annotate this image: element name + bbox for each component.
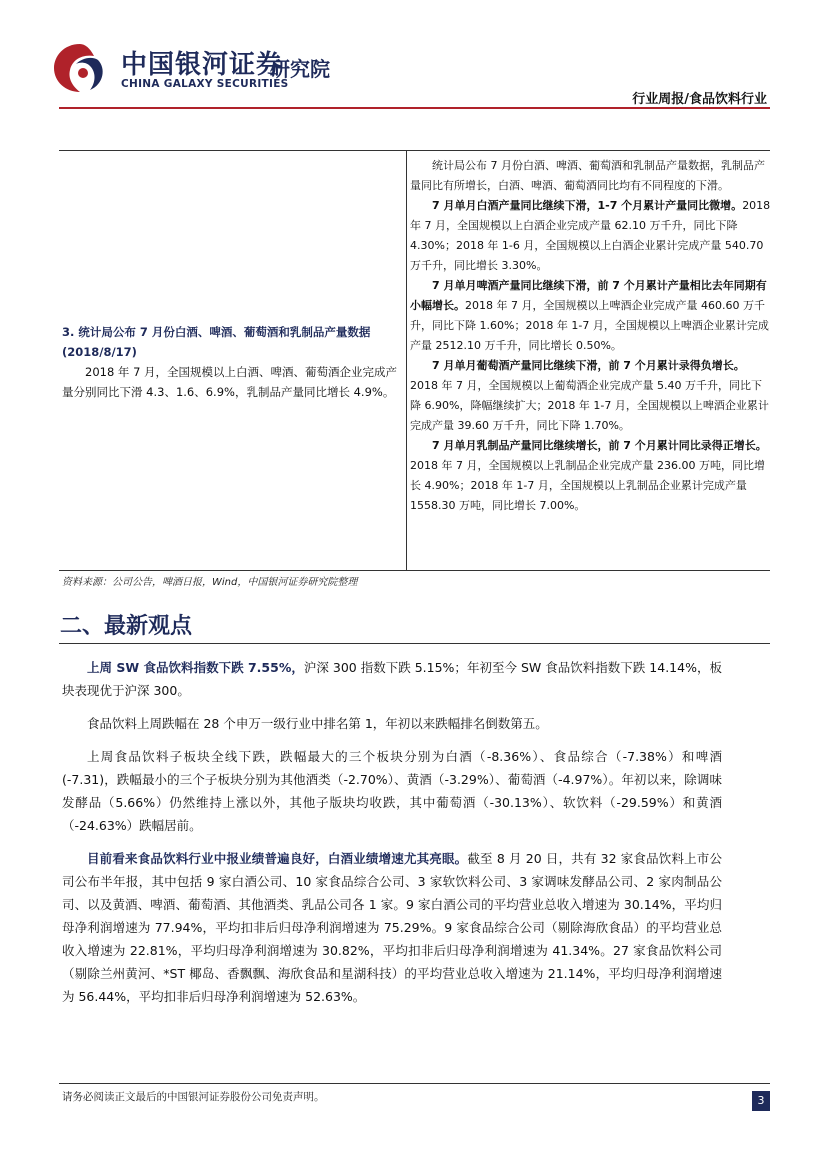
section-title: 二、最新观点 xyxy=(60,614,193,639)
footer-disclaimer: 请务必阅读正文最后的中国银河证券股份公司免责声明。 xyxy=(62,1091,325,1103)
table-right-cell xyxy=(410,156,772,516)
galaxy-logo-icon xyxy=(50,40,110,96)
table-bottom-border xyxy=(59,570,770,571)
paragraph-earnings-text: 截至 8 月 20 日，共有 32 家食品饮料上市公司公布半年报，其中包括 9 家白酒公司、10 家食品综合公司、3 家软饮料公司、3 家调味发酵品公司、2 家肉制品公司、以及黄酒、啤酒、葡萄酒、其他酒类、乳品公司各 1 家。9 家白酒公司的平均营业总收入增速为 30.14%，平均归母净利润增速为 77.94%，平均扣非后归母净利润增速为 75.29%。9 家食品综合公司（剔除海欣食品）的平均营业总收入增速为 22.81%，平均归母净利润增速为 30.82%，平均扣非后归母净利润增速为 41.34%。27 家食品饮料公司（剔除兰州黄河、*ST 椰岛、香飘飘、海欣食品和星湖科技）的平均营业总收入增速为 21.14%，平均归母净利润增速为 56.44%，平均扣非后归母净利润增速为 52.63%。 xyxy=(62,851,722,1004)
paragraph-ranking: 食品饮料上周跌幅在 28 个申万一级行业中排名第 1，年初以来跌幅排名倒数第五。 xyxy=(87,716,548,731)
comment-dairy-text: 2018 年 7 月，全国规模以上乳制品企业完成产量 236.00 万吨，同比增长 4.90%；2018 年 1-7 月，全国规模以上乳制品企业累计完成产量 1558.30 万吨，同比增长 7.00%。 xyxy=(410,459,765,512)
section-rule xyxy=(59,643,770,644)
institute-label: 研究院 xyxy=(270,57,330,81)
report-type: 行业周报/食品饮料行业 xyxy=(632,92,767,107)
comment-beer-text: 2018 年 7 月，全国规模以上啤酒企业完成产量 460.60 万千升，同比下降 1.60%；2018 年 1-7 月，全国规模以上啤酒企业累计完成产量 2512.10 万千升，同比增长 0.50%。 xyxy=(410,299,769,352)
section-body xyxy=(62,656,722,1018)
brand-name-cn: 中国银河证券 xyxy=(121,50,284,80)
comment-beer-bold: 7 月单月啤酒产量同比继续下滑，前 7 个月累计产量相比去年同期有小幅增长。 xyxy=(410,279,767,312)
page-number: 3 xyxy=(752,1091,770,1111)
header-rule xyxy=(59,107,770,109)
table-left-cell xyxy=(62,322,402,402)
event-summary: 2018 年 7 月，全国规模以上白酒、啤酒、葡萄酒企业完成产量分别同比下滑 4.3、1.6、6.9%，乳制品产量同比增长 4.9%。 xyxy=(62,365,398,399)
comment-baijiu xyxy=(410,196,772,276)
paragraph-earnings xyxy=(62,847,722,1008)
comment-dairy-bold: 7 月单月乳制品产量同比继续增长，前 7 个月累计同比录得正增长。 xyxy=(432,439,767,452)
comment-wine xyxy=(410,356,772,436)
source-note: 资料来源：公司公告，啤酒日报，Wind，中国银河证券研究院整理 xyxy=(62,577,358,588)
paragraph-earnings-bold: 目前看来食品饮料行业中报业绩普遍良好，白酒业绩增速尤其亮眼。 xyxy=(87,851,468,866)
event-heading: 3. 统计局公布 7 月份白酒、啤酒、葡萄酒和乳制品产量数据(2018/8/17) xyxy=(62,325,371,359)
comment-baijiu-text: 2018 年 7 月，全国规模以上白酒企业完成产量 62.10 万千升，同比下降 4.30%；2018 年 1-6 月，全国规模以上白酒企业累计完成产量 540.70 万千升，同比增长 3.30%。 xyxy=(410,199,771,272)
comment-wine-bold: 7 月单月葡萄酒产量同比继续下滑，前 7 个月累计录得负增长。 xyxy=(432,359,745,372)
paragraph-subsectors: 上周食品饮料子板块全线下跌，跌幅最大的三个板块分别为白酒（-8.36%）、食品综合（-7.38%）和啤酒(-7.31)，跌幅最小的三个子板块分别为其他酒类（-2.70%）、黄酒（-3.29%）、葡萄酒（-4.97%）。年初以来，除调味发酵品（5.66%）仍然维持上涨以外，其他子版块均收跌，其中葡萄酒（-30.13%）、软饮料（-29.59%）和黄酒（-24.63%）跌幅居前。 xyxy=(62,749,722,833)
comment-dairy xyxy=(410,436,772,516)
table-top-border xyxy=(59,150,770,151)
comment-wine-text: 2018 年 7 月，全国规模以上葡萄酒企业完成产量 5.40 万千升，同比下降 6.90%，降幅继续扩大；2018 年 1-7 月，全国规模以上啤酒企业累计完成产量 39.60 万千升，同比下降 1.70%。 xyxy=(410,379,769,432)
paragraph-index-text: 沪深 300 指数下跌 5.15%；年初至今 SW 食品饮料指数下跌 14.14%，板块表现优于沪深 300。 xyxy=(62,660,722,698)
paragraph-index xyxy=(62,656,722,702)
paragraph-index-bold: 上周 SW 食品饮料指数下跌 7.55%， xyxy=(87,660,304,675)
comment-beer xyxy=(410,276,772,356)
comment-baijiu-bold: 7 月单月白酒产量同比继续下滑，1-7 个月累计产量同比微增。 xyxy=(432,199,743,212)
comment-intro: 统计局公布 7 月份白酒、啤酒、葡萄酒和乳制品产量数据，乳制品产量同比有所增长，白酒、啤酒、葡萄酒同比均有不同程度的下滑。 xyxy=(410,159,765,192)
footer-rule xyxy=(59,1083,770,1084)
table-column-divider xyxy=(406,150,407,570)
brand-name-en: CHINA GALAXY SECURITIES xyxy=(121,78,289,90)
